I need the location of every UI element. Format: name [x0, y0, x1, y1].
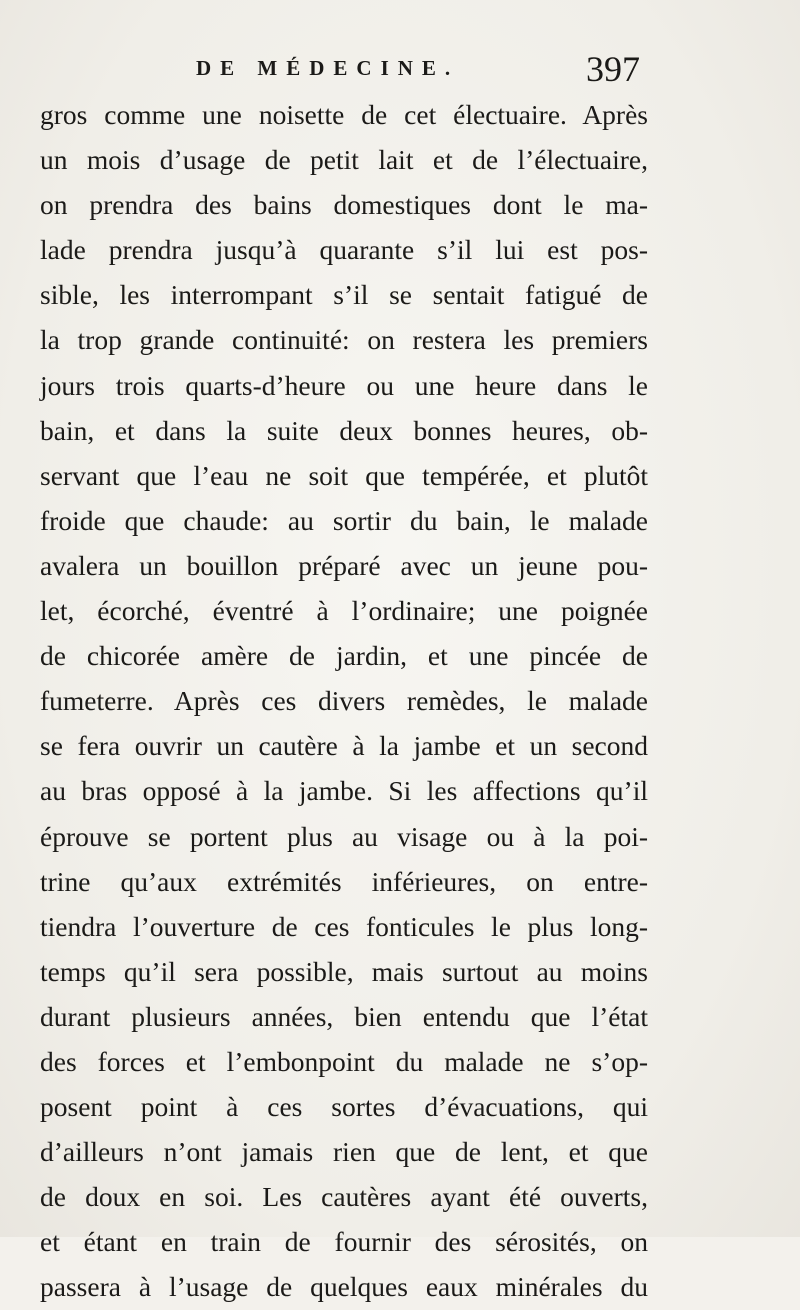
text-line: la trop grande continuité: on restera les premiers: [40, 324, 648, 356]
text-line: des forces et l’embonpoint du malade ne s’op-: [40, 1045, 648, 1077]
text-line: servant que l’eau ne soit que tempérée, et plutôt: [40, 459, 648, 491]
body-text: [40, 92, 648, 1310]
text-line: passera à l’usage de quelques eaux minérales du: [40, 1271, 648, 1303]
text-line: lade prendra jusqu’à quarante s’il lui est pos-: [40, 234, 648, 266]
text-line: temps qu’il sera possible, mais surtout au moins: [40, 955, 648, 987]
text-line: de chicorée amère de jardin, et une pincée de: [40, 640, 648, 672]
text-line: durant plusieurs années, bien entendu que l’état: [40, 1000, 648, 1032]
text-line: et étant en train de fournir des sérosités, on: [40, 1226, 648, 1258]
text-line: froide que chaude: au sortir du bain, le malade: [40, 504, 648, 536]
running-head: DE MÉDECINE.: [196, 56, 460, 80]
text-line: trine qu’aux extrémités inférieures, on entre-: [40, 865, 648, 897]
text-line: bain, et dans la suite deux bonnes heures, ob-: [40, 414, 648, 446]
text-line: au bras opposé à la jambe. Si les affections qu’il: [40, 775, 648, 807]
text-line: d’ailleurs n’ont jamais rien que de lent, et que: [40, 1136, 648, 1168]
text-line: avalera un bouillon préparé avec un jeune pou-: [40, 549, 648, 581]
text-line: fumeterre. Après ces divers remèdes, le malade: [40, 685, 648, 717]
text-line: on prendra des bains domestiques dont le ma-: [40, 189, 648, 221]
page-number: 397: [586, 49, 640, 89]
page-header: [0, 50, 800, 90]
text-line: de doux en soi. Les cautères ayant été ouverts,: [40, 1181, 648, 1213]
text-line: se fera ouvrir un cautère à la jambe et un second: [40, 730, 648, 762]
text-line: éprouve se portent plus au visage ou à la poi-: [40, 820, 648, 852]
text-line: sible, les interrompant s’il se sentait fatigué de: [40, 279, 648, 311]
text-line: tiendra l’ouverture de ces fonticules le plus long-: [40, 910, 648, 942]
text-line: un mois d’usage de petit lait et de l’électuaire,: [40, 144, 648, 176]
text-line: let, écorché, éventré à l’ordinaire; une poignée: [40, 595, 648, 627]
text-line: posent point à ces sortes d’évacuations, qui: [40, 1091, 648, 1123]
text-line: gros comme une noisette de cet électuaire. Après: [40, 99, 648, 130]
text-line: jours trois quarts-d’heure ou une heure dans le: [40, 369, 648, 401]
